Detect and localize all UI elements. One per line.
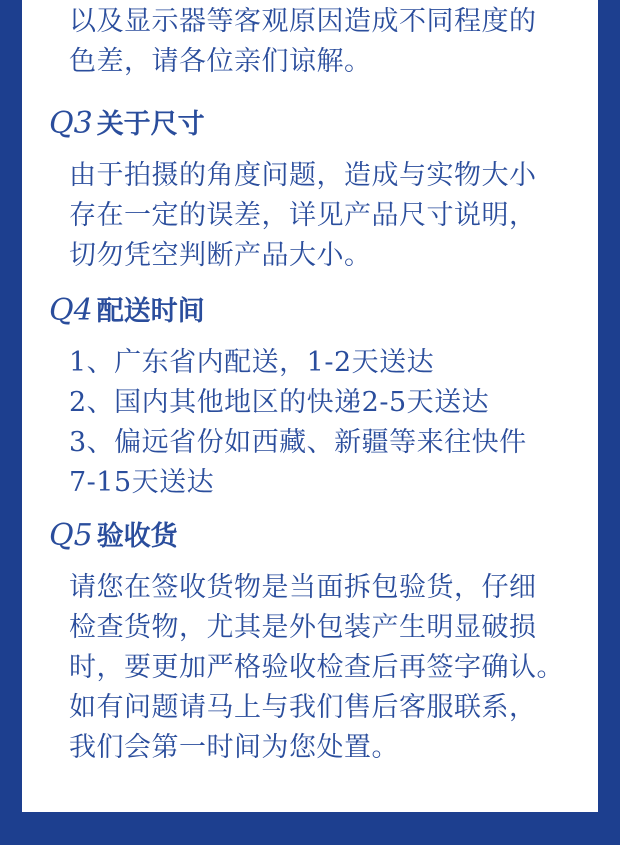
faq-card [22,0,598,812]
q3-line: 由于拍摄的角度问题，造成与实物大小 [69,160,537,191]
q4-line: 7-15天送达 [69,467,215,498]
q5-paragraph [69,568,564,768]
q5-title: 验收货 [96,521,178,552]
q5-number: Q5 [49,518,93,553]
q3-title: 关于尺寸 [96,109,205,140]
q3-line: 存在一定的误差，详见产品尺寸说明， [69,200,537,231]
q3-heading [49,106,205,143]
q4-line: 2、国内其他地区的快递2-5天送达 [69,387,490,418]
q3-line: 切勿凭空判断产品大小。 [69,240,372,271]
q4-paragraph [69,343,527,503]
q5-line: 时，要更加严格验收检查后再签字确认。 [69,652,564,683]
intro-line: 色差，请各位亲们谅解。 [69,46,372,77]
q5-line: 如有问题请马上与我们售后客服联系， [69,692,537,723]
q5-heading [49,518,178,555]
q5-line: 我们会第一时间为您处置。 [69,732,399,763]
q4-heading [49,293,205,330]
q5-line: 检查货物，尤其是外包装产生明显破损 [69,612,537,643]
q3-paragraph [69,156,537,276]
q5-line: 请您在签收货物是当面拆包验货，仔细 [69,572,537,603]
q3-number: Q3 [49,106,93,141]
intro-line: 以及显示器等客观原因造成不同程度的 [69,6,537,37]
q4-line: 3、偏远省份如西藏、新疆等来往快件 [69,427,527,458]
intro-paragraph [69,2,537,82]
q4-title: 配送时间 [96,296,205,327]
q4-line: 1、广东省内配送，1-2天送达 [69,347,435,378]
q4-number: Q4 [49,293,93,328]
